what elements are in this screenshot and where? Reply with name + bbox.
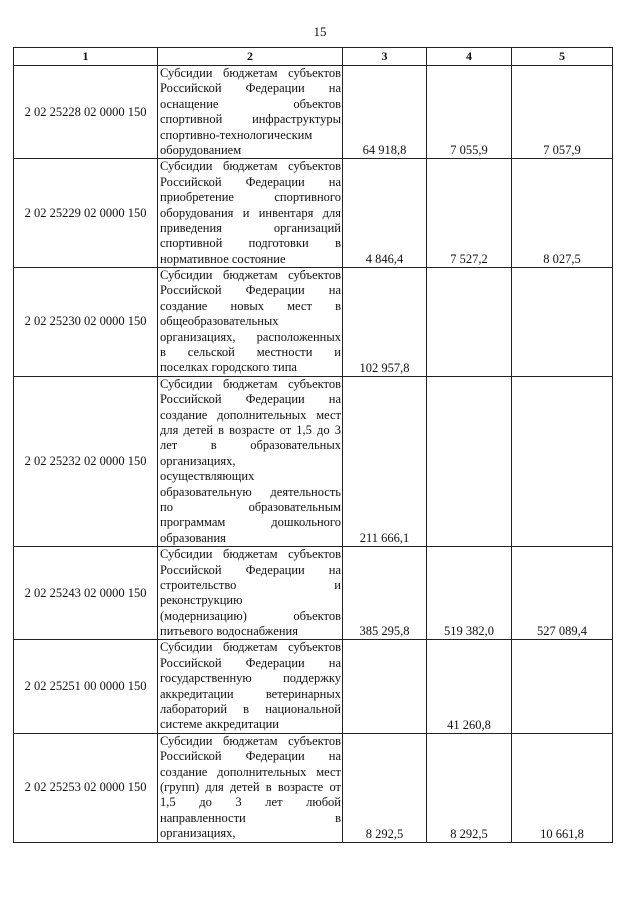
description-line: организациях, [160,453,236,468]
amount-col3: 4 846,4 [343,159,427,268]
amount-col3: 211 666,1 [343,376,427,546]
description-line: спортивно-технологическим [160,127,313,142]
description-line: питьевого водоснабжения [160,624,298,639]
budget-code: 2 02 25253 02 0000 150 [14,733,158,842]
description-line: для детей в возрасте от 1,5 до 3 [160,422,341,437]
description-line: Российской Федерации на [160,283,341,298]
description-line: создание новых мест в [160,298,341,313]
table-row [14,376,613,546]
description-line: спортивной инфраструктуры [160,112,341,127]
amount-col5: 8 027,5 [512,159,613,268]
budget-code: 2 02 25232 02 0000 150 [14,376,158,546]
amount-col4: 8 292,5 [427,733,512,842]
description-line: создание дополнительных мест [160,407,341,422]
subsidy-description [158,547,343,640]
description-line: Российской Федерации на [160,749,341,764]
description-line: спортивной подготовки в [160,236,341,251]
header-col-4: 4 [427,48,512,66]
budget-code: 2 02 25228 02 0000 150 [14,66,158,159]
amount-col5: 7 057,9 [512,66,613,159]
budget-table [13,47,613,843]
description-line: осуществляющих [160,469,255,484]
amount-col3: 8 292,5 [343,733,427,842]
description-line: приведения организаций [160,220,341,235]
description-line: по образовательным [160,499,341,514]
subsidy-description [158,268,343,377]
table-row [14,733,613,842]
budget-code: 2 02 25243 02 0000 150 [14,547,158,640]
description-line: лет в образовательных [160,438,341,453]
table-row [14,268,613,377]
amount-col4: 519 382,0 [427,547,512,640]
description-line: поселках городского типа [160,360,297,375]
description-line: лабораторий в национальной [160,702,341,717]
budget-code: 2 02 25251 00 0000 150 [14,640,158,733]
subsidy-description [158,640,343,733]
amount-col4: 7 527,2 [427,159,512,268]
budget-code: 2 02 25229 02 0000 150 [14,159,158,268]
description-line: Субсидии бюджетам субъектов [160,376,341,391]
description-line: Субсидии бюджетам субъектов [160,733,341,748]
description-line: общеобразовательных [160,314,279,329]
amount-col3: 102 957,8 [343,268,427,377]
table-row [14,640,613,733]
description-line: создание дополнительных мест [160,764,341,779]
amount-col4: 7 055,9 [427,66,512,159]
description-line: аккредитации ветеринарных [160,686,341,701]
amount-col4 [427,376,512,546]
header-col-5: 5 [512,48,613,66]
description-line: оснащение объектов [160,96,341,111]
header-col-1: 1 [14,48,158,66]
table-row [14,547,613,640]
header-col-3: 3 [343,48,427,66]
description-line: оборудования и инвентаря для [160,205,341,220]
table-row [14,66,613,159]
amount-col3 [343,640,427,733]
table-header-row [14,48,613,66]
description-line: приобретение спортивного [160,190,341,205]
description-line: 1,5 до 3 лет любой [160,795,341,810]
description-line: государственную поддержку [160,671,341,686]
description-line: реконструкцию [160,593,243,608]
amount-col5: 10 661,8 [512,733,613,842]
amount-col3: 64 918,8 [343,66,427,159]
description-line: нормативное состояние [160,251,286,266]
amount-col4: 41 260,8 [427,640,512,733]
subsidy-description [158,159,343,268]
description-line: образования [160,530,226,545]
description-line: системе аккредитации [160,717,279,732]
amount-col5 [512,640,613,733]
description-line: (групп) для детей в возрасте от [160,779,341,794]
description-line: Субсидии бюджетам субъектов [160,640,341,655]
amount-col4 [427,268,512,377]
subsidy-description [158,66,343,159]
budget-code: 2 02 25230 02 0000 150 [14,268,158,377]
description-line: оборудованием [160,142,242,157]
description-line: строительство и [160,577,341,592]
subsidy-description [158,376,343,546]
description-line: Российской Федерации на [160,81,341,96]
description-line: Субсидии бюджетам субъектов [160,268,341,283]
description-line: образовательную деятельность [160,484,341,499]
description-line: (модернизацию) объектов [160,608,341,623]
subsidy-description [158,733,343,842]
amount-col5 [512,376,613,546]
description-line: направленности в [160,810,341,825]
description-line: программам дошкольного [160,515,341,530]
description-line: Субсидии бюджетам субъектов [160,159,341,174]
amount-col5: 527 089,4 [512,547,613,640]
description-line: Субсидии бюджетам субъектов [160,547,341,562]
header-col-2: 2 [158,48,343,66]
amount-col5 [512,268,613,377]
table-body [14,66,613,843]
description-line: организациях, [160,826,236,841]
description-line: Российской Федерации на [160,562,341,577]
page-number: 15 [313,24,327,39]
description-line: Российской Федерации на [160,392,341,407]
description-line: организациях, расположенных [160,329,341,344]
table-row [14,159,613,268]
description-line: Российской Федерации на [160,174,341,189]
description-line: Российской Федерации на [160,655,341,670]
amount-col3: 385 295,8 [343,547,427,640]
description-line: Субсидии бюджетам субъектов [160,66,341,80]
description-line: в сельской местности и [160,345,341,360]
